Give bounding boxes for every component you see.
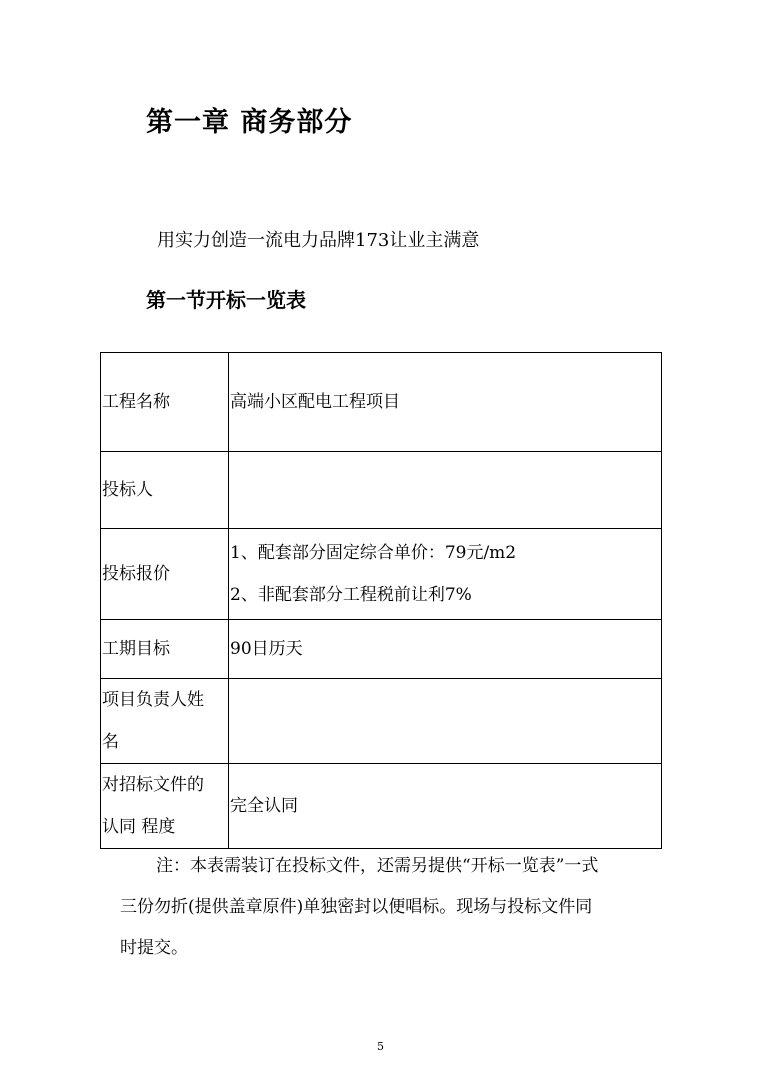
note-line: 时提交。 — [120, 938, 188, 958]
row-value — [229, 620, 662, 679]
note-line: 三份勿折(提供盖章原件)单独密封以便唱标。现场与投标文件同 — [120, 897, 593, 917]
value-line: 90日历天 — [230, 639, 303, 659]
chapter-title: 第一章 商务部分 — [146, 107, 353, 138]
row-value-empty — [229, 452, 662, 529]
label-line: 项目负责人姓 — [102, 690, 204, 710]
value-line: 完全认同 — [230, 796, 298, 816]
value-line: 1、配套部分固定综合单价：79元/m2 — [230, 543, 517, 563]
value-line: 2、非配套部分工程税前让利7% — [230, 585, 472, 605]
section-title: 第一节开标一览表 — [146, 288, 306, 312]
bid-summary-table — [100, 352, 662, 849]
table-row — [101, 529, 662, 620]
row-label: 投标报价 — [101, 529, 229, 620]
label-line: 认同 程度 — [102, 817, 176, 837]
slogan: 用实力创造一流电力品牌173让业主满意 — [157, 230, 480, 251]
row-label: 工期目标 — [101, 620, 229, 679]
table-note — [120, 846, 650, 969]
row-label — [101, 764, 229, 849]
table-row — [101, 620, 662, 679]
row-label: 投标人 — [101, 452, 229, 529]
label-line: 对招标文件的 — [102, 775, 204, 795]
table-row — [101, 353, 662, 452]
table-row — [101, 679, 662, 764]
table-row — [101, 452, 662, 529]
row-label — [101, 679, 229, 764]
row-value — [229, 764, 662, 849]
page-number: 5 — [377, 1040, 384, 1053]
row-value — [229, 529, 662, 620]
label-line: 名 — [102, 732, 119, 752]
row-value-empty — [229, 679, 662, 764]
row-value — [229, 353, 662, 452]
row-label: 工程名称 — [101, 353, 229, 452]
table-row — [101, 764, 662, 849]
note-line: 注：本表需装订在投标文件，还需另提供“开标一览表”一式 — [156, 856, 599, 876]
value-line: 高端小区配电工程项目 — [230, 392, 400, 412]
